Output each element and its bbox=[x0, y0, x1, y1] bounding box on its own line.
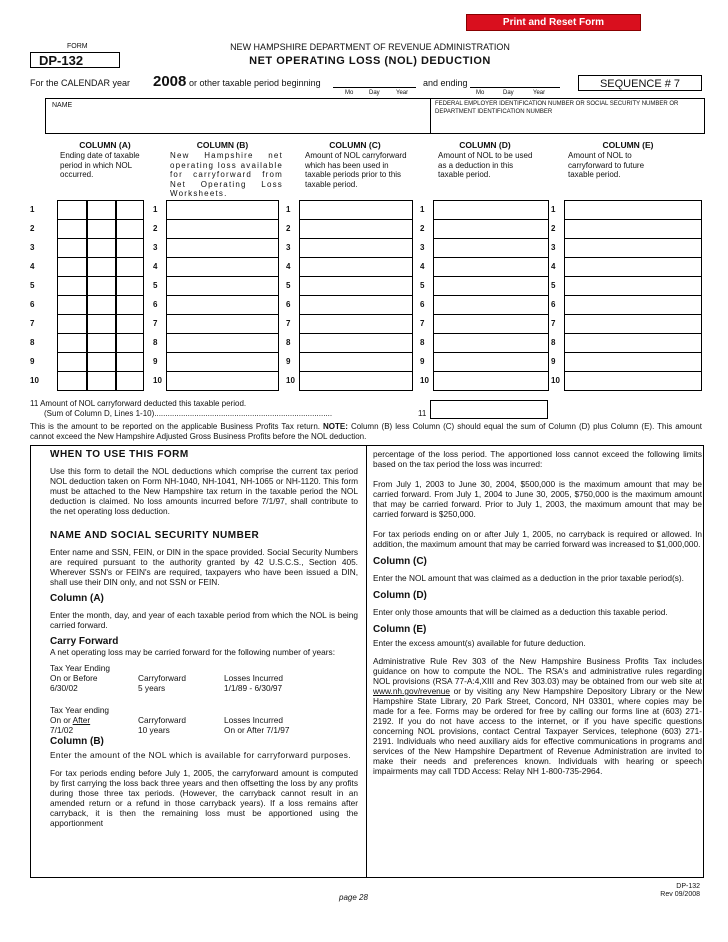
begin-date-line[interactable] bbox=[333, 87, 416, 88]
row-number: 1 bbox=[420, 205, 425, 214]
tbl2-h2b: After bbox=[72, 715, 91, 725]
column-a-day-input[interactable] bbox=[87, 371, 116, 391]
note-text: This is the amount to be reported on the applicable Business Profits Tax return. bbox=[30, 422, 320, 431]
column-d-input[interactable] bbox=[433, 238, 549, 258]
tbl1-h2: On or Before bbox=[50, 673, 98, 683]
row-number: 3 bbox=[551, 243, 556, 252]
tbl2-date: 7/1/02 bbox=[50, 725, 74, 735]
note-body: Column (B) less Column (C) should equal the sum of Column (D) plus Column (E). This amount cannot exceed the New Hampshire Adjusted Gross Business Profits before the NOL deduction. bbox=[30, 422, 702, 441]
line-11-input[interactable] bbox=[430, 400, 548, 419]
carryforward-table-1 bbox=[50, 663, 358, 705]
when-body: Use this form to detail the NOL deductions which comprise the current tax period NOL deduction taken on Form NH-1040, NH-1041, NH-1065 or NH-1120. This form must be attached to the New Hampshire tax return in the taxable period the NOL deduction is claimed. No loss amounts incurred before 7/1/97, shall contribute to the net operating loss deduction. bbox=[50, 466, 358, 516]
tbl2-li: On or After 7/1/97 bbox=[224, 725, 290, 735]
name-ssn-body: Enter name and SSN, FEIN, or DIN in the space provided. Social Security Numbers are required pursuant to the authority granted by 42 U.S.C.S., Section 405. Wherever SSN's or FEIN's are required, taxpayers who have been issued a DIN, shall use their DIN only, and not SSN or FEIN. bbox=[50, 547, 358, 587]
fein-input[interactable] bbox=[435, 118, 700, 132]
right-para-3: For tax periods ending on or after July 1, 2005, no carryback is required or allowed. In addition, the maximum amount that may be carried forward was increased to $1,000,000. bbox=[373, 529, 702, 549]
agency-name: NEW HAMPSHIRE DEPARTMENT OF REVENUE ADMINISTRATION bbox=[230, 42, 510, 52]
row-number: 3 bbox=[153, 243, 158, 252]
column-a-month-input[interactable] bbox=[57, 314, 87, 334]
row-number: 10 bbox=[420, 376, 429, 385]
row-number: 5 bbox=[286, 281, 291, 290]
column-b-input[interactable] bbox=[166, 276, 279, 296]
row-number: 8 bbox=[286, 338, 291, 347]
column-a-month-input[interactable] bbox=[57, 219, 87, 239]
column-b-input[interactable] bbox=[166, 333, 279, 353]
column-e-input[interactable] bbox=[564, 352, 702, 372]
column-a-month-input[interactable] bbox=[57, 238, 87, 258]
row-number: 8 bbox=[551, 338, 556, 347]
column-c-desc: Amount of NOL carryforward which has been used in taxable periods prior to this taxable period. bbox=[305, 151, 407, 189]
column-c-input[interactable] bbox=[299, 276, 413, 296]
tbl1-h1: Tax Year Ending bbox=[50, 663, 110, 673]
tbl2-cf-head: Carryforward bbox=[138, 715, 186, 725]
row-number: 9 bbox=[153, 357, 158, 366]
column-d-input[interactable] bbox=[433, 200, 549, 220]
row-number: 6 bbox=[286, 300, 291, 309]
line-11-sub: (Sum of Column D, Lines 1-10)................................................................................ bbox=[44, 409, 333, 418]
carry-forward-body: A net operating loss may be carried forward for the following number of years: bbox=[50, 647, 336, 657]
column-e-input[interactable] bbox=[564, 219, 702, 239]
row-number: 5 bbox=[551, 281, 556, 290]
column-d-input[interactable] bbox=[433, 352, 549, 372]
row-number: 10 bbox=[286, 376, 295, 385]
column-b-input[interactable] bbox=[166, 200, 279, 220]
column-a-year-input[interactable] bbox=[116, 352, 144, 372]
column-c-input[interactable] bbox=[299, 333, 413, 353]
column-a-month-input[interactable] bbox=[57, 295, 87, 315]
form-label: FORM bbox=[67, 43, 88, 50]
column-a-month-input[interactable] bbox=[57, 200, 87, 220]
col-b-body2: For tax periods ending before July 1, 2005, the carryforward amount is computed by first carrying the loss back three years and then offsetting the loss by any profits during those three tax periods. (However, the carryback cannot result in an amended return or a refund in those carryback years). If a loss remains after carryback, it is then the remaining loss must be apportioned using the apportionment bbox=[50, 768, 358, 828]
column-e-input[interactable] bbox=[564, 257, 702, 277]
carry-forward-title: Carry Forward bbox=[50, 636, 119, 647]
calendar-prefix: For the CALENDAR year bbox=[30, 78, 131, 88]
column-c-input[interactable] bbox=[299, 238, 413, 258]
begin-day-label: Day bbox=[369, 90, 380, 96]
row-number: 9 bbox=[286, 357, 291, 366]
col-b-body: Enter the amount of the NOL which is available for carryforward purposes. bbox=[50, 750, 351, 760]
column-e-input[interactable] bbox=[564, 276, 702, 296]
column-e-input[interactable] bbox=[564, 333, 702, 353]
row-number: 7 bbox=[30, 319, 35, 328]
row-number: 9 bbox=[551, 357, 556, 366]
and-ending-label: and ending bbox=[423, 78, 468, 88]
column-a-year-input[interactable] bbox=[116, 219, 144, 239]
row-number: 1 bbox=[30, 205, 35, 214]
column-b-input[interactable] bbox=[166, 257, 279, 277]
column-e-title: COLUMN (E) bbox=[602, 140, 654, 150]
col-a-title: Column (A) bbox=[50, 593, 104, 604]
tbl1-li: 1/1/89 - 6/30/97 bbox=[224, 683, 283, 693]
col-d-title: Column (D) bbox=[373, 590, 427, 601]
column-a-day-input[interactable] bbox=[87, 276, 116, 296]
row-number: 4 bbox=[153, 262, 158, 271]
tbl2-li-head: Losses Incurred bbox=[224, 715, 284, 725]
row-number: 5 bbox=[153, 281, 158, 290]
row-number: 3 bbox=[420, 243, 425, 252]
col-e-title: Column (E) bbox=[373, 624, 427, 635]
col-a-body: Enter the month, day, and year of each taxable period from which the NOL is being carried forward. bbox=[50, 610, 358, 630]
tbl1-cf-head: Carryforward bbox=[138, 673, 186, 683]
admin-pre: Administrative Rule Rev 303 of the New Hampshire Business Profits Tax includes guidance on how to compute the NOL. The RSA's and administrative rules regarding NOL provisions (RSA 77-A:4,XIII and Rev 303.03) may be obtained from our web site at bbox=[373, 656, 702, 686]
row-number: 1 bbox=[153, 205, 158, 214]
column-b-input[interactable] bbox=[166, 371, 279, 391]
column-d-title: COLUMN (D) bbox=[459, 140, 511, 150]
row-number: 9 bbox=[420, 357, 425, 366]
sequence-number: SEQUENCE # 7 bbox=[578, 75, 702, 91]
row-number: 3 bbox=[30, 243, 35, 252]
row-number: 4 bbox=[551, 262, 556, 271]
calendar-year: 2008 bbox=[153, 73, 187, 90]
column-a-year-input[interactable] bbox=[116, 314, 144, 334]
column-c-input[interactable] bbox=[299, 352, 413, 372]
tbl2-h2a: On or bbox=[50, 715, 71, 725]
row-number: 6 bbox=[153, 300, 158, 309]
column-c-input[interactable] bbox=[299, 200, 413, 220]
column-b-input[interactable] bbox=[166, 314, 279, 334]
column-a-day-input[interactable] bbox=[87, 295, 116, 315]
column-e-input[interactable] bbox=[564, 371, 702, 391]
form-title: NET OPERATING LOSS (NOL) DEDUCTION bbox=[249, 55, 491, 67]
row-number: 2 bbox=[286, 224, 291, 233]
column-c-input[interactable] bbox=[299, 371, 413, 391]
row-number: 2 bbox=[153, 224, 158, 233]
admin-post: or by visiting any New Hampshire Depository Library or the New Hampshire State Library, 20 Park Street, Concord, NH 03301, where copies may be made for a fee. Forms may be ordered for free by calling our forms line at (603) 271-2192. If you do not have access to the internet, or if you have specific questions concerning NOL provisions, contact Central Taxpayer Services, telephone (603) 271-2191. Individuals who need auxiliary aids for effective communications in programs and services of the New Hampshire Department of Revenue Administration are invited to make their needs and preferences known. Individuals with hearing or speech impairments may call TDD Access: Relay NH 1-800-735-2964. bbox=[373, 686, 702, 776]
column-b-input[interactable] bbox=[166, 238, 279, 258]
column-c-input[interactable] bbox=[299, 257, 413, 277]
column-a-year-input[interactable] bbox=[116, 333, 144, 353]
admin-rule-paragraph bbox=[373, 656, 702, 776]
row-number: 7 bbox=[551, 319, 556, 328]
column-c-input[interactable] bbox=[299, 314, 413, 334]
column-e-input[interactable] bbox=[564, 314, 702, 334]
name-ssn-title: NAME AND SOCIAL SECURITY NUMBER bbox=[50, 530, 260, 541]
footer-rev: Rev 09/2008 bbox=[660, 891, 700, 898]
column-a-title: COLUMN (A) bbox=[79, 140, 131, 150]
column-a-year-input[interactable] bbox=[116, 276, 144, 296]
row-number: 8 bbox=[30, 338, 35, 347]
name-divider bbox=[430, 98, 431, 134]
row-number: 3 bbox=[286, 243, 291, 252]
name-label: NAME bbox=[52, 102, 73, 109]
tbl2-h2 bbox=[50, 715, 90, 725]
row-number: 5 bbox=[420, 281, 425, 290]
row-number: 2 bbox=[30, 224, 35, 233]
column-e-input[interactable] bbox=[564, 295, 702, 315]
website-link[interactable]: www.nh.gov/revenue bbox=[373, 686, 451, 696]
column-e-input[interactable] bbox=[564, 200, 702, 220]
name-input[interactable] bbox=[50, 110, 425, 130]
begin-year-label: Year bbox=[396, 90, 409, 96]
line-11-label: 11 Amount of NOL carryforward deducted this taxable period. bbox=[30, 399, 247, 408]
column-d-input[interactable] bbox=[433, 295, 549, 315]
column-b-title: COLUMN (B) bbox=[196, 140, 249, 150]
column-a-year-input[interactable] bbox=[116, 238, 144, 258]
column-a-year-input[interactable] bbox=[116, 371, 144, 391]
column-d-input[interactable] bbox=[433, 276, 549, 296]
end-mo-label: Mo bbox=[476, 90, 485, 96]
row-number: 10 bbox=[551, 376, 560, 385]
column-b-desc: New Hampshire net operating loss available for carryforward from Net Operating Loss Worksheets. bbox=[170, 151, 283, 198]
row-number: 2 bbox=[420, 224, 425, 233]
print-reset-button[interactable]: Print and Reset Form bbox=[466, 14, 641, 31]
end-day-label: Day bbox=[503, 90, 514, 96]
column-d-input[interactable] bbox=[433, 371, 549, 391]
column-a-day-input[interactable] bbox=[87, 200, 116, 220]
row-number: 7 bbox=[420, 319, 425, 328]
row-number: 7 bbox=[286, 319, 291, 328]
right-para-2: From July 1, 2003 to June 30, 2004, $500,000 is the maximum amount that may be carried forward. From July 1, 2004 to June 30, 2005, $750,000 is the maximum amount that may be carried forward. Prior to July 1, 2003, the maximum amount that may be carried forward is $250,000. bbox=[373, 479, 702, 519]
row-number: 2 bbox=[551, 224, 556, 233]
row-number: 1 bbox=[551, 205, 556, 214]
note-paragraph bbox=[30, 422, 702, 442]
column-a-year-input[interactable] bbox=[116, 295, 144, 315]
end-year-label: Year bbox=[533, 90, 546, 96]
column-b-input[interactable] bbox=[166, 295, 279, 315]
row-number: 8 bbox=[153, 338, 158, 347]
tbl1-cf: 5 years bbox=[138, 683, 166, 693]
row-number: 4 bbox=[286, 262, 291, 271]
col-d-body: Enter only those amounts that will be claimed as a deduction this taxable period. bbox=[373, 607, 668, 617]
col-e-body: Enter the excess amount(s) available for future deduction. bbox=[373, 638, 586, 648]
column-b-input[interactable] bbox=[166, 219, 279, 239]
row-number: 4 bbox=[420, 262, 425, 271]
column-d-input[interactable] bbox=[433, 333, 549, 353]
row-number: 6 bbox=[30, 300, 35, 309]
carryforward-table-2 bbox=[50, 705, 358, 736]
column-d-input[interactable] bbox=[433, 314, 549, 334]
begin-mo-label: Mo bbox=[345, 90, 354, 96]
row-number: 1 bbox=[286, 205, 291, 214]
column-a-month-input[interactable] bbox=[57, 257, 87, 277]
note-label: NOTE: bbox=[323, 422, 348, 431]
column-a-day-input[interactable] bbox=[87, 257, 116, 277]
row-number: 6 bbox=[420, 300, 425, 309]
column-e-input[interactable] bbox=[564, 238, 702, 258]
row-number: 9 bbox=[30, 357, 35, 366]
column-a-month-input[interactable] bbox=[57, 352, 87, 372]
tbl1-li-head: Losses Incurred bbox=[224, 673, 284, 683]
column-a-month-input[interactable] bbox=[57, 276, 87, 296]
column-a-desc: Ending date of taxable period in which NOL occurred. bbox=[60, 151, 140, 179]
row-number: 7 bbox=[153, 319, 158, 328]
row-number: 5 bbox=[30, 281, 35, 290]
instructions-left bbox=[50, 449, 358, 828]
row-number: 10 bbox=[30, 376, 39, 385]
calendar-suffix: or other taxable period beginning bbox=[189, 78, 321, 88]
column-c-input[interactable] bbox=[299, 295, 413, 315]
col-c-body: Enter the NOL amount that was claimed as a deduction in the prior taxable period(s). bbox=[373, 573, 684, 583]
column-d-desc: Amount of NOL to be used as a deduction in this taxable period. bbox=[438, 151, 533, 179]
column-a-day-input[interactable] bbox=[87, 314, 116, 334]
column-a-day-input[interactable] bbox=[87, 219, 116, 239]
col-c-title: Column (C) bbox=[373, 556, 427, 567]
column-a-day-input[interactable] bbox=[87, 352, 116, 372]
column-a-year-input[interactable] bbox=[116, 200, 144, 220]
instructions-divider bbox=[366, 446, 367, 877]
end-date-line[interactable] bbox=[470, 87, 560, 88]
column-b-input[interactable] bbox=[166, 352, 279, 372]
fein-label: FEDERAL EMPLOYER IDENTIFICATION NUMBER OR SOCIAL SECURITY NUMBER OR DEPARTMENT IDENTIFICATION NUMBER bbox=[435, 101, 679, 115]
footer-form: DP-132 bbox=[676, 883, 700, 890]
right-para-1: percentage of the loss period. The apportioned loss cannot exceed the following limits based on the tax period the loss was incurred: bbox=[373, 449, 702, 469]
row-number: 8 bbox=[420, 338, 425, 347]
column-d-input[interactable] bbox=[433, 257, 549, 277]
column-a-year-input[interactable] bbox=[116, 257, 144, 277]
tbl2-h1: Tax Year ending bbox=[50, 705, 110, 715]
column-d-input[interactable] bbox=[433, 219, 549, 239]
column-a-month-input[interactable] bbox=[57, 371, 87, 391]
column-a-day-input[interactable] bbox=[87, 333, 116, 353]
column-a-day-input[interactable] bbox=[87, 238, 116, 258]
row-number: 6 bbox=[551, 300, 556, 309]
tbl2-cf: 10 years bbox=[138, 725, 170, 735]
column-c-title: COLUMN (C) bbox=[329, 140, 381, 150]
column-a-month-input[interactable] bbox=[57, 333, 87, 353]
row-number: 4 bbox=[30, 262, 35, 271]
form-number: DP-132 bbox=[30, 52, 120, 68]
line-11-number: 11 bbox=[418, 409, 427, 418]
column-e-desc: Amount of NOL to carryforward to future taxable period. bbox=[568, 151, 645, 179]
page-number: page 28 bbox=[339, 893, 368, 902]
when-title: WHEN TO USE THIS FORM bbox=[50, 449, 189, 460]
column-c-input[interactable] bbox=[299, 219, 413, 239]
tbl1-date: 6/30/02 bbox=[50, 683, 78, 693]
instructions-right bbox=[373, 449, 702, 776]
row-number: 10 bbox=[153, 376, 162, 385]
col-b-title: Column (B) bbox=[50, 736, 104, 747]
